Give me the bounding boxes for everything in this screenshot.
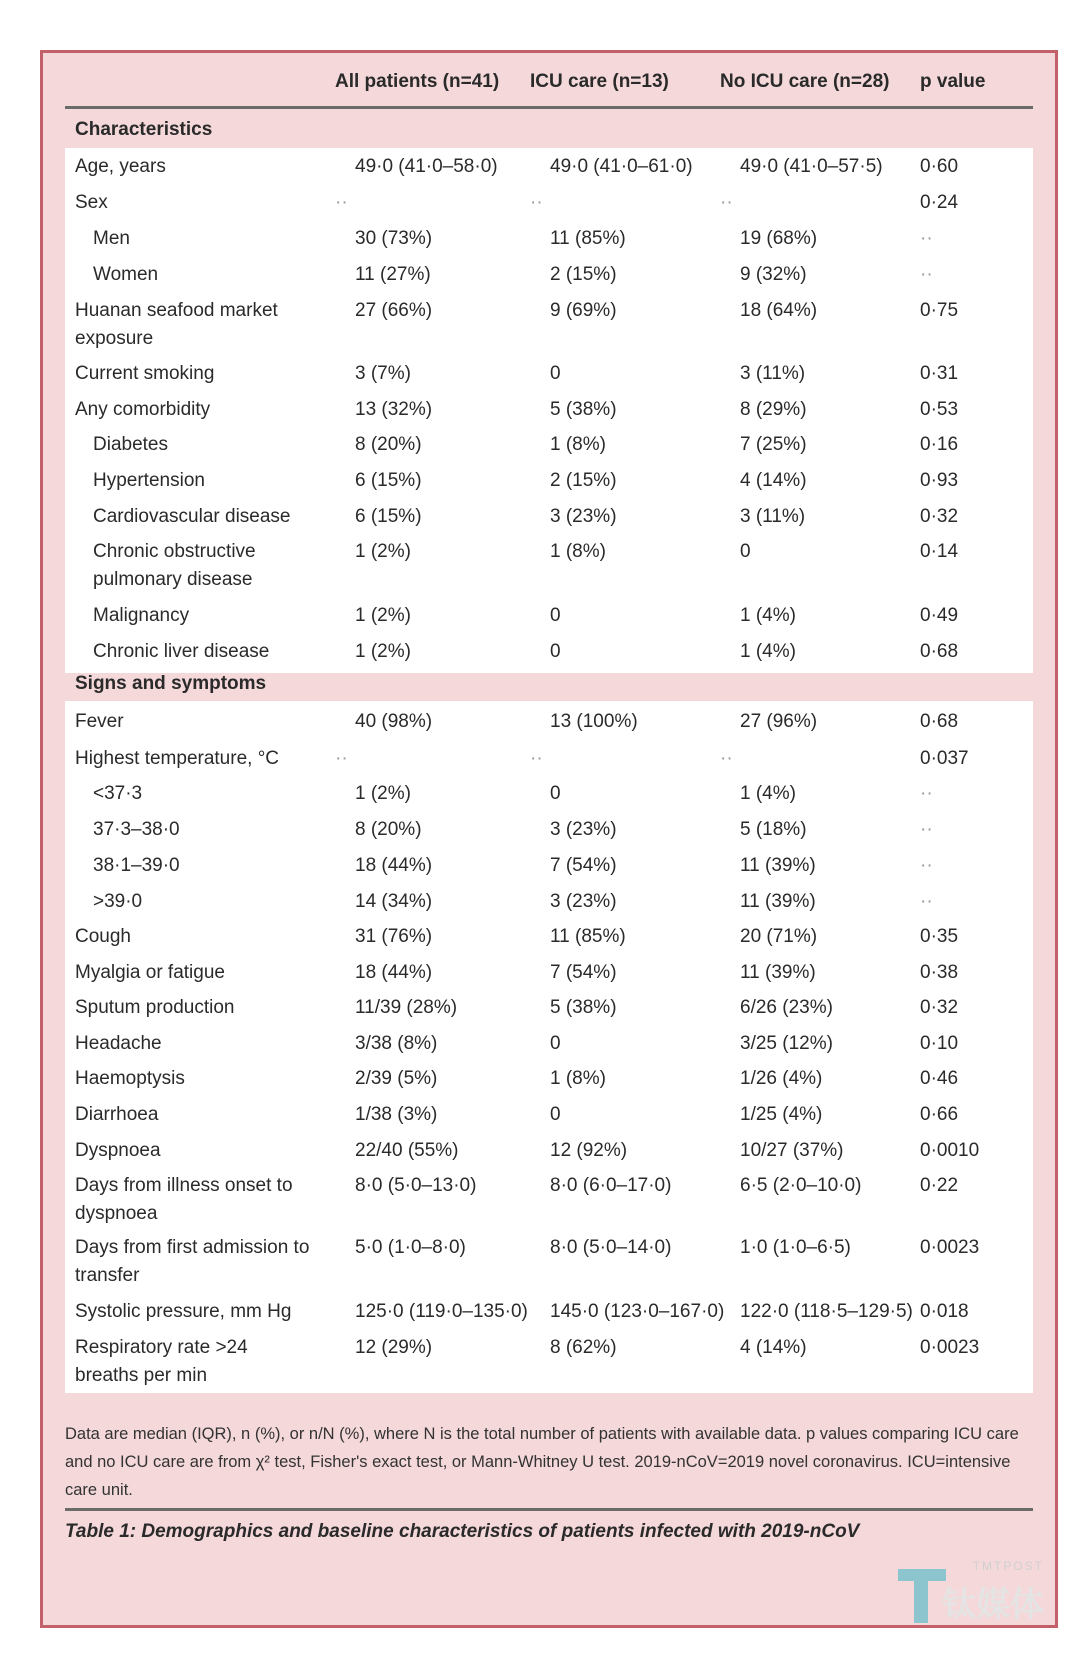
cell-all-patients: 18 (44%) xyxy=(355,855,433,876)
row-label: Sputum production xyxy=(75,997,235,1018)
cell-no-icu: 18 (64%) xyxy=(740,300,818,321)
cell-all-patients: 30 (73%) xyxy=(355,228,433,249)
row-label: Any comorbidity xyxy=(75,399,211,420)
cell-no-icu: 4 (14%) xyxy=(740,1337,807,1358)
row-label: Cough xyxy=(75,926,131,947)
cell-no-icu: 19 (68%) xyxy=(740,228,818,249)
watermark-big-text: 钛媒体 xyxy=(942,1586,1044,1624)
col-header-all: All patients (n=41) xyxy=(335,71,500,92)
cell-all-patients: 3/38 (8%) xyxy=(355,1033,438,1054)
cell-icu: 1 (8%) xyxy=(550,434,606,455)
row-label: Headache xyxy=(75,1033,162,1054)
cell-no-icu: 10/27 (37%) xyxy=(740,1140,844,1161)
cell-no-icu: 1 (4%) xyxy=(740,605,796,626)
cell-all-patients: 1/38 (3%) xyxy=(355,1104,438,1125)
table-panel xyxy=(65,53,1033,1625)
cell-no-icu: ·· xyxy=(720,748,733,769)
cell-all-patients: 8 (20%) xyxy=(355,434,422,455)
cell-icu: 5 (38%) xyxy=(550,997,617,1018)
cell-icu: 3 (23%) xyxy=(550,819,617,840)
cell-all-patients: 1 (2%) xyxy=(355,541,411,562)
col-header-no-icu: No ICU care (n=28) xyxy=(720,71,890,92)
cell-icu: 11 (85%) xyxy=(550,926,626,947)
row-label: <37·3 xyxy=(93,783,143,804)
row-label: Diarrhoea xyxy=(75,1104,159,1125)
cell-icu: 13 (100%) xyxy=(550,711,638,732)
cell-all-patients: 18 (44%) xyxy=(355,962,433,983)
row-label: Chronic obstructive pulmonary disease xyxy=(93,541,256,590)
row-label: Dyspnoea xyxy=(75,1140,161,1161)
cell-p-value: 0·60 xyxy=(920,156,959,177)
cell-all-patients: 1 (2%) xyxy=(355,783,411,804)
cell-all-patients: 125·0 (119·0–135·0) xyxy=(355,1301,528,1322)
row-label: Fever xyxy=(75,711,124,732)
cell-p-value: ·· xyxy=(920,855,933,876)
cell-no-icu: 20 (71%) xyxy=(740,926,818,947)
cell-no-icu: 8 (29%) xyxy=(740,399,807,420)
cell-no-icu: 6·5 (2·0–10·0) xyxy=(740,1175,862,1196)
cell-icu: 8·0 (5·0–14·0) xyxy=(550,1237,672,1258)
table-header xyxy=(65,71,1033,111)
cell-all-patients: ·· xyxy=(335,748,348,769)
cell-icu: 1 (8%) xyxy=(550,1068,606,1089)
cell-p-value: 0·68 xyxy=(920,641,959,662)
row-label: Haemoptysis xyxy=(75,1068,185,1089)
cell-p-value: 0·68 xyxy=(920,711,959,732)
cell-p-value: ·· xyxy=(920,819,933,840)
cell-all-patients: 6 (15%) xyxy=(355,506,422,527)
cell-icu: 7 (54%) xyxy=(550,962,617,983)
cell-all-patients: 27 (66%) xyxy=(355,300,433,321)
cell-all-patients: 13 (32%) xyxy=(355,399,433,420)
section-title: Characteristics xyxy=(75,119,213,140)
row-label: Highest temperature, °C xyxy=(75,748,280,769)
cell-all-patients: 1 (2%) xyxy=(355,605,411,626)
col-header-p-value: p value xyxy=(920,71,986,92)
cell-icu: 0 xyxy=(550,783,561,804)
cell-all-patients: 11 (27%) xyxy=(355,264,431,285)
cell-p-value: 0·93 xyxy=(920,470,959,491)
cell-no-icu: 1/25 (4%) xyxy=(740,1104,823,1125)
cell-no-icu: 7 (25%) xyxy=(740,434,807,455)
row-label: Respiratory rate >24 breaths per min xyxy=(75,1337,248,1386)
cell-p-value: 0·31 xyxy=(920,363,959,384)
cell-p-value: 0·0010 xyxy=(920,1140,980,1161)
watermark xyxy=(894,1559,1044,1629)
cell-p-value: ·· xyxy=(920,783,933,804)
cell-no-icu: 6/26 (23%) xyxy=(740,997,833,1018)
row-label: Malignancy xyxy=(93,605,190,626)
cell-icu: 7 (54%) xyxy=(550,855,617,876)
cell-icu: 8 (62%) xyxy=(550,1337,617,1358)
cell-p-value: 0·14 xyxy=(920,541,959,562)
col-header-icu: ICU care (n=13) xyxy=(530,71,669,92)
cell-p-value: 0·66 xyxy=(920,1104,959,1125)
cell-all-patients: 8·0 (5·0–13·0) xyxy=(355,1175,477,1196)
cell-all-patients: 12 (29%) xyxy=(355,1337,433,1358)
cell-p-value: ·· xyxy=(920,228,933,249)
cell-icu: ·· xyxy=(530,748,543,769)
cell-p-value: 0·46 xyxy=(920,1068,959,1089)
row-label: Men xyxy=(93,228,130,249)
row-label: 37·3–38·0 xyxy=(93,819,180,840)
cell-all-patients: 49·0 (41·0–58·0) xyxy=(355,156,498,177)
cell-p-value: 0·018 xyxy=(920,1301,969,1322)
cell-no-icu: 11 (39%) xyxy=(740,891,816,912)
table-caption: Table 1: Demographics and baseline characteristics of patients infected with 2019-nCoV xyxy=(65,1521,860,1542)
row-label: Diabetes xyxy=(93,434,168,455)
cell-all-patients: 2/39 (5%) xyxy=(355,1068,438,1089)
cell-no-icu: 122·0 (118·5–129·5) xyxy=(740,1301,913,1322)
cell-icu: 1 (8%) xyxy=(550,541,606,562)
cell-p-value: 0·75 xyxy=(920,300,959,321)
row-label: Systolic pressure, mm Hg xyxy=(75,1301,292,1322)
cell-icu: 3 (23%) xyxy=(550,891,617,912)
cell-p-value: 0·49 xyxy=(920,605,959,626)
cell-icu: 2 (15%) xyxy=(550,470,617,491)
cell-p-value: 0·32 xyxy=(920,506,959,527)
cell-no-icu: 1/26 (4%) xyxy=(740,1068,823,1089)
row-label: Sex xyxy=(75,192,108,213)
row-label: >39·0 xyxy=(93,891,143,912)
row-label: Cardiovascular disease xyxy=(93,506,291,527)
row-label: Myalgia or fatigue xyxy=(75,962,225,983)
row-label: Huanan seafood market exposure xyxy=(75,300,278,349)
section-title: Signs and symptoms xyxy=(75,673,267,694)
cell-icu: 0 xyxy=(550,1104,561,1125)
cell-p-value: 0·32 xyxy=(920,997,959,1018)
cell-icu: 8·0 (6·0–17·0) xyxy=(550,1175,672,1196)
cell-icu: ·· xyxy=(530,192,543,213)
cell-p-value: 0·24 xyxy=(920,192,959,213)
row-label: 38·1–39·0 xyxy=(93,855,180,876)
cell-all-patients: ·· xyxy=(335,192,348,213)
cell-icu: 11 (85%) xyxy=(550,228,626,249)
cell-p-value: 0·35 xyxy=(920,926,959,947)
cell-no-icu: 4 (14%) xyxy=(740,470,807,491)
cell-p-value: 0·0023 xyxy=(920,1337,980,1358)
row-label: Chronic liver disease xyxy=(93,641,270,662)
cell-icu: 49·0 (41·0–61·0) xyxy=(550,156,693,177)
cell-icu: 145·0 (123·0–167·0) xyxy=(550,1301,725,1322)
cell-no-icu: 1 (4%) xyxy=(740,641,796,662)
row-label: Current smoking xyxy=(75,363,215,384)
cell-icu: 0 xyxy=(550,641,561,662)
cell-p-value: ·· xyxy=(920,891,933,912)
cell-no-icu: 11 (39%) xyxy=(740,855,816,876)
watermark-small-text: TMTPOST xyxy=(972,1559,1044,1573)
cell-no-icu: 5 (18%) xyxy=(740,819,807,840)
cell-p-value: 0·38 xyxy=(920,962,959,983)
cell-no-icu: 49·0 (41·0–57·5) xyxy=(740,156,883,177)
header-rule xyxy=(65,106,1033,109)
cell-p-value: 0·10 xyxy=(920,1033,959,1054)
cell-all-patients: 14 (34%) xyxy=(355,891,433,912)
cell-no-icu: 27 (96%) xyxy=(740,711,818,732)
cell-no-icu: ·· xyxy=(720,192,733,213)
cell-all-patients: 3 (7%) xyxy=(355,363,411,384)
cell-p-value: 0·16 xyxy=(920,434,959,455)
cell-no-icu: 9 (32%) xyxy=(740,264,807,285)
cell-p-value: 0·0023 xyxy=(920,1237,980,1258)
row-label: Hypertension xyxy=(93,470,205,491)
cell-icu: 2 (15%) xyxy=(550,264,617,285)
cell-p-value: 0·53 xyxy=(920,399,959,420)
cell-all-patients: 1 (2%) xyxy=(355,641,411,662)
cell-p-value: 0·22 xyxy=(920,1175,959,1196)
table-frame xyxy=(40,50,1058,1628)
row-label: Women xyxy=(93,264,159,285)
cell-icu: 3 (23%) xyxy=(550,506,617,527)
row-label: Age, years xyxy=(75,156,166,177)
cell-no-icu: 3 (11%) xyxy=(740,363,806,384)
cell-no-icu: 1·0 (1·0–6·5) xyxy=(740,1237,851,1258)
cell-all-patients: 11/39 (28%) xyxy=(355,997,458,1018)
cell-all-patients: 6 (15%) xyxy=(355,470,422,491)
cell-icu: 9 (69%) xyxy=(550,300,617,321)
cell-icu: 5 (38%) xyxy=(550,399,617,420)
cell-icu: 0 xyxy=(550,605,561,626)
cell-no-icu: 1 (4%) xyxy=(740,783,796,804)
cell-no-icu: 3/25 (12%) xyxy=(740,1033,833,1054)
caption-rule xyxy=(65,1508,1033,1511)
table-footnote: Data are median (IQR), n (%), or n/N (%), where N is the total number of patients with available data. p values comparing ICU care and no ICU care are from χ² test, Fisher's exact test, or Mann-Whitney U test. 2019-nCoV=2019 novel coronavirus. ICU=intensive care unit. xyxy=(65,1425,1019,1499)
cell-p-value: 0·037 xyxy=(920,748,969,769)
cell-all-patients: 22/40 (55%) xyxy=(355,1140,459,1161)
cell-all-patients: 5·0 (1·0–8·0) xyxy=(355,1237,466,1258)
cell-all-patients: 31 (76%) xyxy=(355,926,433,947)
cell-no-icu: 3 (11%) xyxy=(740,506,806,527)
cell-no-icu: 11 (39%) xyxy=(740,962,816,983)
cell-icu: 0 xyxy=(550,363,561,384)
row-label: Days from first admission to transfer xyxy=(75,1237,310,1286)
cell-all-patients: 40 (98%) xyxy=(355,711,433,732)
cell-icu: 12 (92%) xyxy=(550,1140,628,1161)
cell-all-patients: 8 (20%) xyxy=(355,819,422,840)
cell-no-icu: 0 xyxy=(740,541,751,562)
cell-p-value: ·· xyxy=(920,264,933,285)
row-label: Days from illness onset to dyspnoea xyxy=(75,1175,293,1224)
cell-icu: 0 xyxy=(550,1033,561,1054)
